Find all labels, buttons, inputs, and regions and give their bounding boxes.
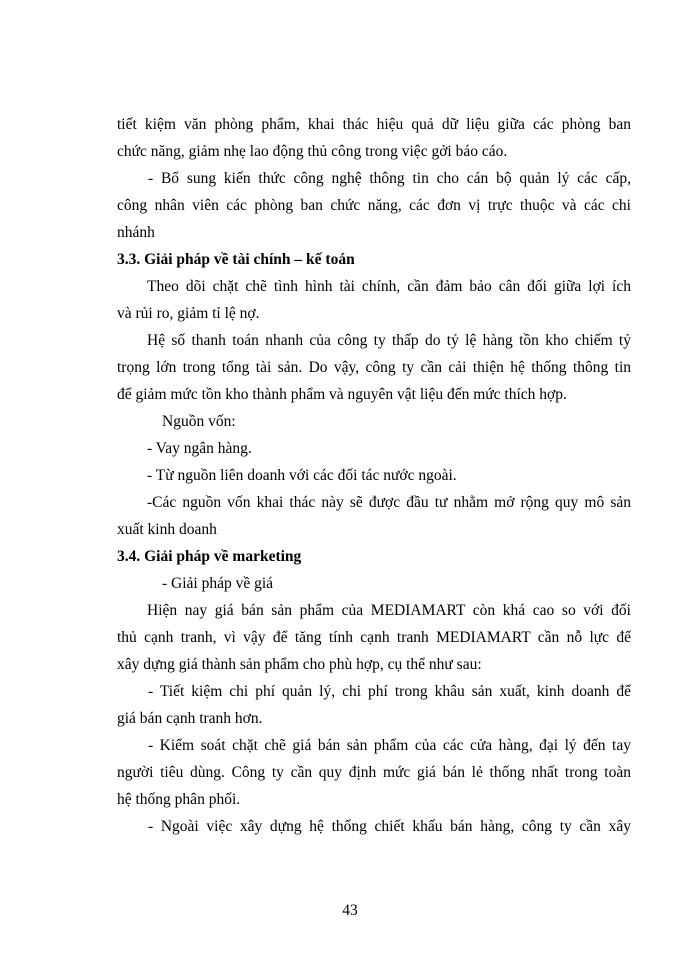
paragraph-line: Hiện nay giá bán sản phẩm của MEDIAMART còn khá cao so với đối	[147, 602, 631, 619]
bullet-line: - Ngoài việc xây dựng hệ thống chiết khấu bán hàng, công ty cần xây	[148, 818, 631, 835]
paragraph-line: Hệ số thanh toán nhanh của công ty thấp do tỷ lệ hàng tồn kho chiếm tỷ	[147, 332, 631, 349]
bullet-line: - Bổ sung kiến thức công nghệ thông tin cho cán bộ quản lý các cấp,	[148, 170, 631, 187]
text-line: thủ cạnh tranh, vì vậy để tăng tính cạnh tranh MEDIAMART cần nỗ lực để	[117, 629, 631, 646]
bullet-line: - Kiểm soát chặt chẽ giá bán sản phẩm của các cửa hàng, đại lý đến tay	[148, 737, 631, 754]
bullet-line: -Các nguồn vốn khai thác này sẽ được đầu tư nhằm mở rộng quy mô sản	[147, 494, 631, 511]
document-body	[117, 111, 631, 840]
label-line: Nguồn vốn:	[162, 413, 236, 430]
text-line: và rủi ro, giảm tỉ lệ nợ.	[117, 305, 260, 322]
bullet-line: - Vay ngân hàng.	[147, 440, 252, 457]
text-line: xuất kinh doanh	[117, 521, 217, 538]
bullet-line: - Tiết kiệm chi phí quản lý, chi phí trong khâu sản xuất, kinh doanh để	[148, 683, 631, 700]
text-line: hệ thống phân phối.	[117, 791, 241, 808]
paragraph-line: Theo dõi chặt chẽ tình hình tài chính, cần đảm bảo cân đối giữa lợi ích	[147, 278, 631, 295]
text-line: công nhân viên các phòng ban chức năng, các đơn vị trực thuộc và các chi	[117, 197, 631, 214]
text-line: tiết kiệm văn phòng phẩm, khai thác hiệu quả dữ liệu giữa các phòng ban	[117, 116, 631, 133]
section-heading: 3.4. Giải pháp về marketing	[117, 548, 302, 565]
text-line: người tiêu dùng. Công ty cần quy định mức giá bán lẻ thống nhất trong toàn	[117, 764, 631, 781]
text-line: xây dựng giá thành sản phẩm cho phù hợp, cụ thể như sau:	[117, 656, 482, 673]
text-line: chức năng, giảm nhẹ lao động thủ công trong việc gởi báo cáo.	[117, 143, 508, 160]
text-line: để giảm mức tồn kho thành phẩm và nguyên vật liệu đến mức thích hợp.	[117, 386, 567, 403]
text-line: trọng lớn trong tổng tài sản. Do vậy, công ty cần cải thiện hệ thống thông tin	[117, 359, 631, 376]
subheading-line: - Giải pháp về giá	[162, 575, 274, 592]
bullet-line: - Từ nguồn liên doanh với các đối tác nước ngoài.	[147, 467, 457, 484]
text-line: giá bán cạnh tranh hơn.	[117, 710, 263, 727]
section-heading: 3.3. Giải pháp về tài chính – kế toán	[117, 251, 355, 268]
text-line: nhánh	[117, 224, 155, 241]
page-number: 43	[342, 902, 358, 919]
